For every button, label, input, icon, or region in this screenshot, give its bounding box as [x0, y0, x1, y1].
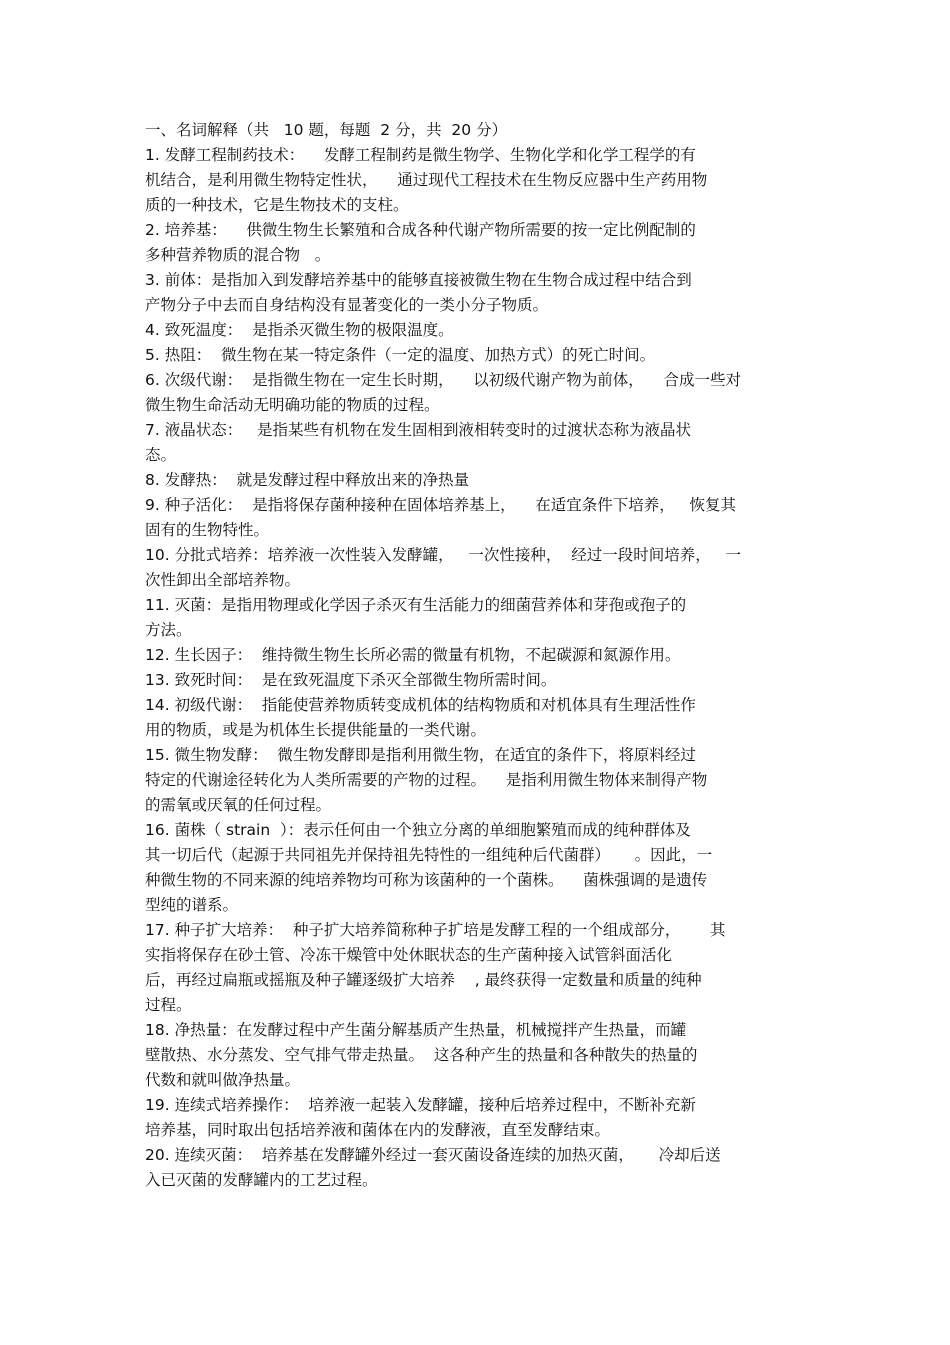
- definition-item: [145, 218, 815, 268]
- definition-line: 后，再经过扁瓶或摇瓶及种子罐逐级扩大培养 , 最终获得一定数量和质量的纯种: [145, 971, 702, 989]
- definition-line: 微生物生命活动无明确功能的物质的过程。: [145, 396, 440, 414]
- definition-item: [145, 143, 815, 218]
- definition-line: 态。: [145, 446, 177, 464]
- definition-line: 机结合，是利用微生物特定性状， 通过现代工程技术在生物反应器中生产药用物: [145, 171, 708, 189]
- definition-item: [145, 468, 815, 493]
- definition-line: 18. 净热量：在发酵过程中产生菌分解基质产生热量，机械搅拌产生热量，而罐: [145, 1021, 687, 1039]
- definition-line: 用的物质，或是为机体生长提供能量的一类代谢。: [145, 721, 487, 739]
- definition-line: 16. 菌株（ strain ）：表示任何由一个独立分离的单细胞繁殖而成的纯种群体及: [145, 821, 691, 839]
- section-heading: 一、名词解释（共 10 题，每题 2 分，共 20 分）: [145, 121, 508, 139]
- definition-line: 质的一种技术，它是生物技术的支柱。: [145, 196, 409, 214]
- definition-line: 代数和就叫做净热量。: [145, 1071, 301, 1089]
- definition-item: [145, 1018, 815, 1093]
- definition-line: 产物分子中去而自身结构没有显著变化的一类小分子物质。: [145, 296, 549, 314]
- definition-line: 其一切后代（起源于共同祖先并保持祖先特性的一组纯种后代菌群） 。因此，一: [145, 846, 713, 864]
- definition-line: 特定的代谢途径转化为人类所需要的产物的过程。 是指利用微生物体来制得产物: [145, 771, 708, 789]
- definition-line: 方法。: [145, 621, 192, 639]
- definition-line: 17. 种子扩大培养： 种子扩大培养简称种子扩培是发酵工程的一个组成部分， 其: [145, 921, 726, 939]
- definition-item: [145, 318, 815, 343]
- definition-line: 固有的生物特性。: [145, 521, 270, 539]
- definition-item: [145, 1093, 815, 1143]
- definition-line: 14. 初级代谢： 指能使营养物质转变成机体的结构物质和对机体具有生理活性作: [145, 696, 696, 714]
- definition-line: 壁散热、水分蒸发、空气排气带走热量。 这各种产生的热量和各种散失的热量的: [145, 1046, 698, 1064]
- definition-line: 培养基，同时取出包括培养液和菌体在内的发酵液，直至发酵结束。: [145, 1121, 611, 1139]
- definition-line: 入已灭菌的发酵罐内的工艺过程。: [145, 1171, 378, 1189]
- definition-line: 型纯的谱系。: [145, 896, 239, 914]
- definition-line: 过程。: [145, 996, 192, 1014]
- definition-line: 1. 发酵工程制药技术： 发酵工程制药是微生物学、生物化学和化学工程学的有: [145, 146, 696, 164]
- document-page: [145, 118, 815, 1193]
- definition-item: [145, 743, 815, 818]
- definition-line: 13. 致死时间： 是在致死温度下杀灭全部微生物所需时间。: [145, 671, 557, 689]
- definition-line: 20. 连续灭菌： 培养基在发酵罐外经过一套灭菌设备连续的加热灭菌， 冷却后送: [145, 1146, 721, 1164]
- definition-item: [145, 693, 815, 743]
- definition-line: 3. 前体：是指加入到发酵培养基中的能够直接被微生物在生物合成过程中结合到: [145, 271, 692, 289]
- definition-line: 多种营养物质的混合物 。: [145, 246, 331, 264]
- definition-line: 11. 灭菌：是指用物理或化学因子杀灭有生活能力的细菌营养体和芽孢或孢子的: [145, 596, 687, 614]
- definition-line: 2. 培养基： 供微生物生长繁殖和合成各种代谢产物所需要的按一定比例配制的: [145, 221, 696, 239]
- definition-item: [145, 268, 815, 318]
- definition-line: 种微生物的不同来源的纯培养物均可称为该菌种的一个菌株。 菌株强调的是遗传: [145, 871, 708, 889]
- definition-item: [145, 493, 815, 543]
- definition-line: 19. 连续式培养操作： 培养液一起装入发酵罐，接种后培养过程中，不断补充新: [145, 1096, 696, 1114]
- definition-line: 次性卸出全部培养物。: [145, 571, 301, 589]
- definition-item: [145, 1143, 815, 1193]
- definition-item: [145, 343, 815, 368]
- definition-item: [145, 543, 815, 593]
- definition-item: [145, 368, 815, 418]
- definition-line: 12. 生长因子： 维持微生物生长所必需的微量有机物，不起碳源和氮源作用。: [145, 646, 681, 664]
- definition-item: [145, 593, 815, 643]
- definition-item: [145, 818, 815, 918]
- definition-line: 5. 热阻： 微生物在某一特定条件（一定的温度、加热方式）的死亡时间。: [145, 346, 656, 364]
- definition-item: [145, 643, 815, 668]
- definition-line: 实指将保存在砂土管、冷冻干燥管中处休眠状态的生产菌种接入试管斜面活化: [145, 946, 673, 964]
- definition-line: 15. 微生物发酵： 微生物发酵即是指利用微生物，在适宜的条件下，将原料经过: [145, 746, 696, 764]
- definition-line: 10. 分批式培养：培养液一次性装入发酵罐， 一次性接种， 经过一段时间培养， 一: [145, 546, 741, 564]
- definition-line: 8. 发酵热： 就是发酵过程中释放出来的净热量: [145, 471, 470, 489]
- definition-line: 9. 种子活化： 是指将保存菌种接种在固体培养基上， 在适宜条件下培养， 恢复其: [145, 496, 737, 514]
- definition-line: 6. 次级代谢： 是指微生物在一定生长时期， 以初级代谢产物为前体， 合成一些对: [145, 371, 741, 389]
- definition-item: [145, 668, 815, 693]
- definition-line: 的需氧或厌氧的任何过程。: [145, 796, 332, 814]
- definition-item: [145, 918, 815, 1018]
- definition-line: 7. 液晶状态： 是指某些有机物在发生固相到液相转变时的过渡状态称为液晶状: [145, 421, 691, 439]
- definition-line: 4. 致死温度： 是指杀灭微生物的极限温度。: [145, 321, 454, 339]
- definition-item: [145, 418, 815, 468]
- definition-list: [145, 143, 815, 1193]
